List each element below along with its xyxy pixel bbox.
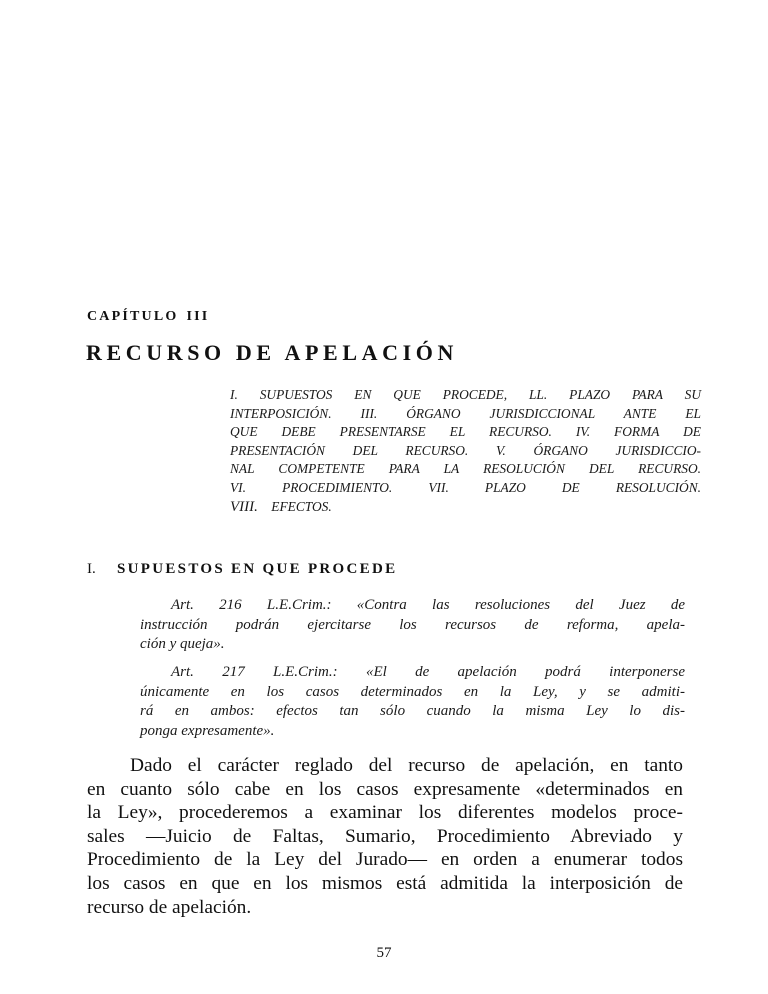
quote-line: ción y queja». xyxy=(140,636,225,652)
article-quote-216 xyxy=(140,596,685,655)
body-line: Dado el carácter reglado del recurso de apelación, en tanto xyxy=(130,755,683,776)
chapter-label xyxy=(87,309,209,325)
chapter-label-text: CAPÍTULO xyxy=(87,309,179,324)
summary-last-text: EFECTOS. xyxy=(271,498,332,514)
summary-line: I. SUPUESTOS EN QUE PROCEDE, LL. PLAZO PARA SU xyxy=(230,387,701,402)
body-line: la Ley», procederemos a examinar los diferentes modelos proce- xyxy=(87,802,683,824)
chapter-summary xyxy=(230,386,701,516)
chapter-title: RECURSO DE APELACIÓN xyxy=(86,340,458,365)
quote-line: instrucción podrán ejercitarse los recursos de reforma, apela- xyxy=(140,616,685,633)
summary-line: VI. PROCEDIMIENTO. VII. PLAZO DE RESOLUCIÓN. xyxy=(230,479,701,495)
section-heading xyxy=(87,561,397,578)
summary-last-line xyxy=(230,498,701,517)
summary-line: QUE DEBE PRESENTARSE EL RECURSO. IV. FORMA DE xyxy=(230,424,701,440)
body-line: los casos en que en los mismos está admitida la interposición de xyxy=(87,872,683,894)
summary-line: NAL COMPETENTE PARA LA RESOLUCIÓN DEL RECURSO. xyxy=(230,461,701,477)
section-number: I. xyxy=(87,561,96,577)
chapter-number: III xyxy=(186,309,210,324)
quote-line: ponga expresamente». xyxy=(140,722,275,739)
quote-line: Art. 216 L.E.Crim.: «Contra las resoluciones del Juez de xyxy=(171,597,685,613)
section-title: SUPUESTOS EN QUE PROCEDE xyxy=(117,561,398,577)
body-line: Procedimiento de la Ley del Jurado— en orden a enumerar todos xyxy=(87,849,683,871)
body-line: recurso de apelación. xyxy=(87,896,252,918)
summary-numeral: VIII. xyxy=(230,498,258,515)
body-paragraph xyxy=(87,754,683,919)
quote-line: Art. 217 L.E.Crim.: «El de apelación podrá interponerse xyxy=(171,664,685,680)
summary-line: INTERPOSICIÓN. III. ÓRGANO JURISDICCIONAL ANTE EL xyxy=(230,405,701,421)
summary-line: PRESENTACIÓN DEL RECURSO. V. ÓRGANO JURISDICCIO- xyxy=(230,442,701,458)
quote-line: únicamente en los casos determinados en la Ley, y se admiti- xyxy=(140,683,685,700)
body-line: sales —Juicio de Faltas, Sumario, Procedimiento Abreviado y xyxy=(87,825,683,847)
quote-line: rá en ambos: efectos tan sólo cuando la misma Ley lo dis- xyxy=(140,703,685,719)
body-line: en cuanto sólo cabe en los casos expresamente «determinados en xyxy=(87,778,683,800)
article-quote-217 xyxy=(140,663,685,741)
page-number: 57 xyxy=(376,945,392,961)
